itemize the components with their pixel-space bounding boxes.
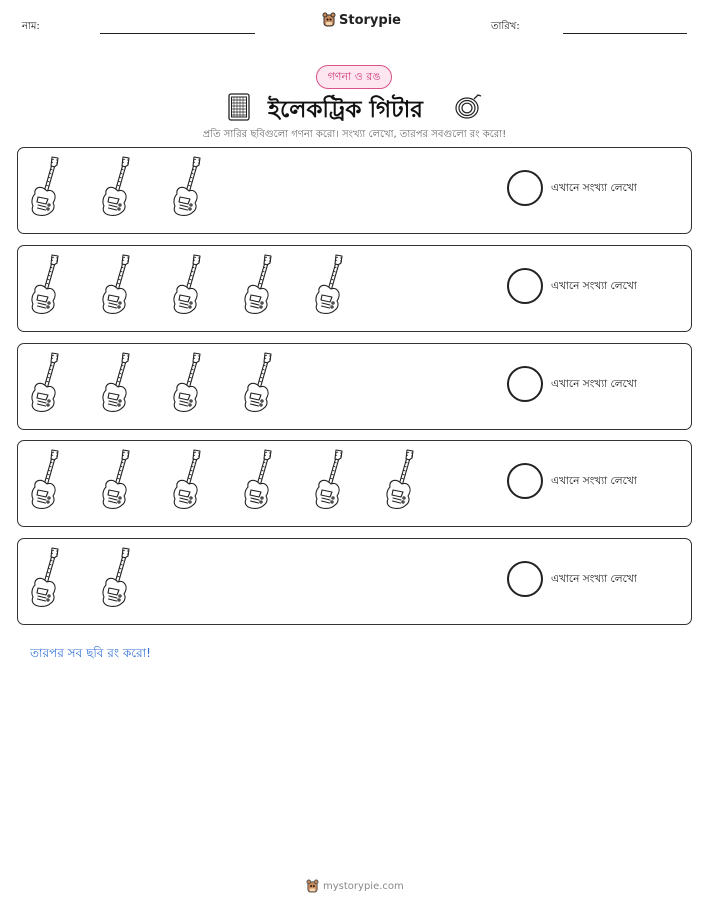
count-row-4 <box>17 440 692 527</box>
footer-url: mystorypie.com <box>323 881 404 892</box>
answer-circle[interactable] <box>507 170 543 206</box>
amplifier-icon <box>228 93 250 121</box>
footer-note: তারপর সব ছবি রং করো! <box>30 646 151 660</box>
electric-guitar-icon <box>28 351 64 415</box>
date-label: তারিখ: <box>491 21 520 32</box>
electric-guitar-icon <box>99 155 135 219</box>
electric-guitar-icon <box>170 155 206 219</box>
electric-guitar-icon <box>170 253 206 317</box>
storypie-logo <box>322 12 401 28</box>
worksheet-header <box>0 0 709 50</box>
answer-label: এখানে সংখ্যা লেখো <box>551 182 637 194</box>
count-row-5 <box>17 538 692 625</box>
answer-label: এখানে সংখ্যা লেখো <box>551 280 637 292</box>
name-line[interactable] <box>100 33 255 34</box>
count-row-3 <box>17 343 692 430</box>
instructions-text: প্রতি সারির ছবিগুলো গণনা করো। সংখ্যা লেখো, তারপর সবগুলো রং করো! <box>202 129 507 140</box>
page-title: ইলেকট্রিক গিটার <box>268 97 423 123</box>
electric-guitar-icon <box>28 155 64 219</box>
electric-guitar-icon <box>170 448 206 512</box>
answer-circle[interactable] <box>507 463 543 499</box>
electric-guitar-icon <box>312 448 348 512</box>
electric-guitar-icon <box>28 546 64 610</box>
electric-guitar-icon <box>99 448 135 512</box>
answer-circle[interactable] <box>507 366 543 402</box>
electric-guitar-icon <box>383 448 419 512</box>
logo-text: Storypie <box>339 12 401 28</box>
electric-guitar-icon <box>99 351 135 415</box>
title-row <box>0 90 709 124</box>
electric-guitar-icon <box>99 253 135 317</box>
storypie-mascot-icon <box>306 879 319 894</box>
answer-label: এখানে সংখ্যা লেখো <box>551 475 637 487</box>
count-row-2 <box>17 245 692 332</box>
footer-brand[interactable] <box>306 879 404 894</box>
count-row-1 <box>17 147 692 234</box>
date-line[interactable] <box>563 33 687 34</box>
answer-label: এখানে সংখ্যা লেখো <box>551 378 637 390</box>
electric-guitar-icon <box>241 351 277 415</box>
storypie-mascot-icon <box>322 12 336 28</box>
electric-guitar-icon <box>241 448 277 512</box>
electric-guitar-icon <box>28 448 64 512</box>
electric-guitar-icon <box>241 253 277 317</box>
answer-label: এখানে সংখ্যা লেখো <box>551 573 637 585</box>
electric-guitar-icon <box>312 253 348 317</box>
name-label: নাম: <box>22 21 40 32</box>
cable-coil-icon <box>453 93 483 121</box>
electric-guitar-icon <box>99 546 135 610</box>
answer-circle[interactable] <box>507 561 543 597</box>
electric-guitar-icon <box>170 351 206 415</box>
category-badge: গণনা ও রঙ <box>316 65 392 89</box>
electric-guitar-icon <box>28 253 64 317</box>
answer-circle[interactable] <box>507 268 543 304</box>
